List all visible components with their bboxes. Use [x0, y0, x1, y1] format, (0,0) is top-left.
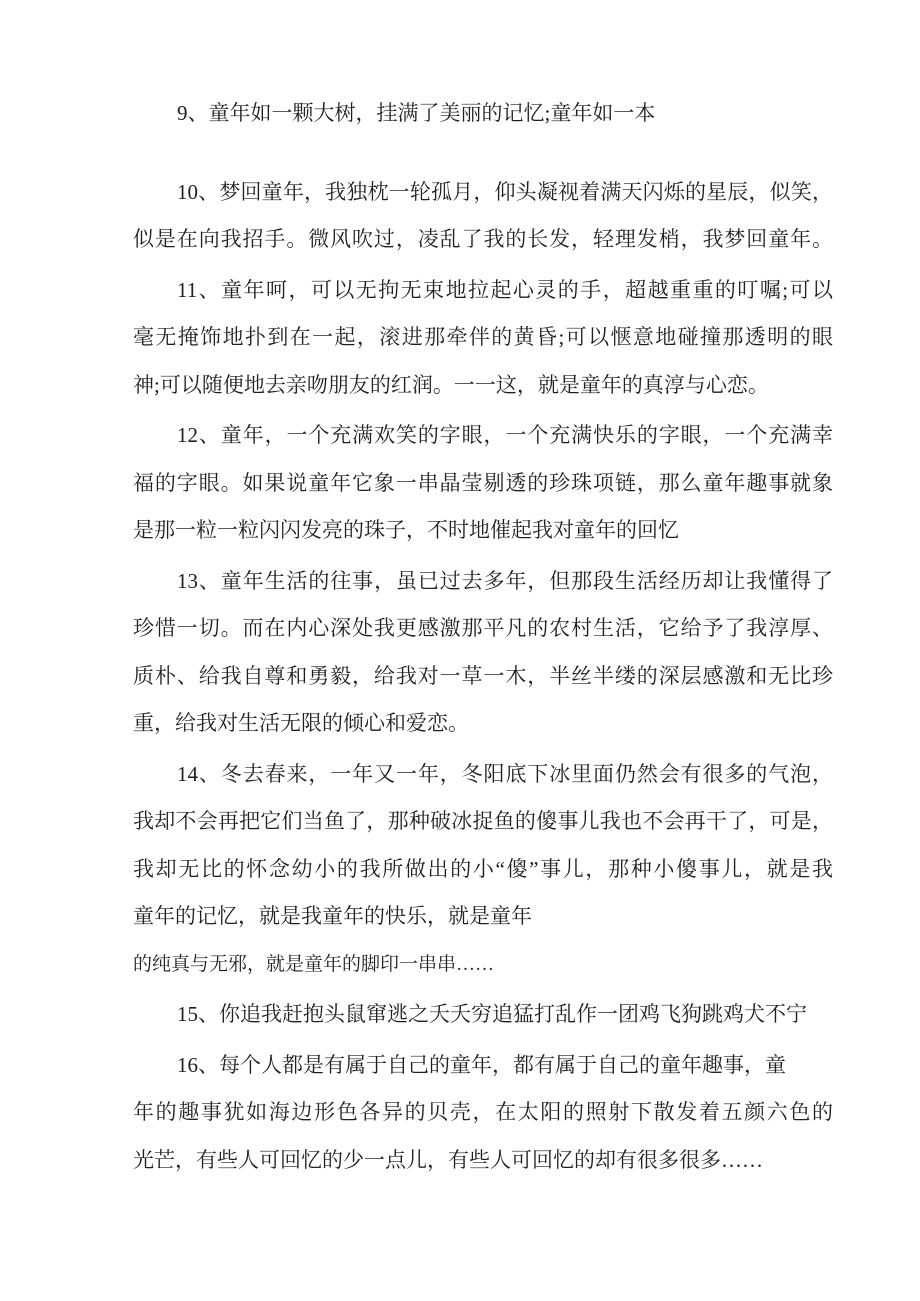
text-line: 10、梦回童年，我独枕一轮孤月，仰头凝视着满天闪烁的星辰，似笑， — [177, 179, 833, 204]
text-line: 珍惜一切。而在内心深处我更感激那平凡的农村生活，它给予了我淳厚、 — [133, 616, 833, 640]
text-line: 童年的记忆，就是我童年的快乐，就是童年 — [133, 904, 532, 928]
paragraph-16 — [133, 1042, 833, 1185]
text-line: 我却无比的怀念幼小的我所做出的小“傻”事儿，那种小傻事儿，就是我 — [133, 856, 833, 881]
text-line: 似是在向我招手。微风吹过，凌乱了我的长发，轻理发梢，我梦回童年。 — [133, 227, 833, 251]
paragraphs — [133, 90, 833, 1184]
paragraph-12 — [133, 412, 833, 555]
paragraph-11 — [133, 267, 833, 410]
paragraph-9 — [133, 90, 833, 138]
text-line: 12、童年，一个充满欢笑的字眼，一个充满快乐的字眼，一个充满幸 — [177, 423, 833, 447]
text-line: 11、童年呵，可以无拘无束地拉起心灵的手，超越重重的叮嘱;可以 — [177, 277, 833, 302]
paragraph-13 — [133, 558, 833, 748]
text-line: 光芒，有些人可回忆的少一点儿，有些人可回忆的却有很多很多…… — [133, 1147, 763, 1172]
text-line: 福的字眼。如果说童年它象一串晶莹剔透的珍珠项链，那么童年趣事就象 — [133, 470, 833, 495]
text-line: 我却不会再把它们当鱼了，那种破冰捉鱼的傻事儿我也不会再干了，可是， — [133, 809, 833, 833]
text-line: 神;可以随便地去亲吻朋友的红润。一一这，就是童年的真淳与心恋。 — [133, 372, 769, 397]
paragraph-14 — [133, 751, 833, 989]
text-line: 14、冬去春来，一年又一年，冬阳底下冰里面仍然会有很多的气泡， — [177, 761, 833, 786]
text-line: 9、童年如一颗大树，挂满了美丽的记忆;童年如一本 — [177, 101, 656, 125]
text-line: 年的趣事犹如海边形色各异的贝壳，在太阳的照射下散发着五颜六色的 — [133, 1100, 833, 1124]
text-line: 16、每个人都是有属于自己的童年，都有属于自己的童年趣事，童 — [177, 1052, 786, 1077]
paragraph-10 — [133, 169, 833, 264]
text-line: 是那一粒一粒闪闪发亮的珠子，不时地催起我对童年的回忆 — [133, 518, 679, 542]
paragraph-15 — [133, 991, 833, 1039]
text-line: 重，给我对生活无限的倾心和爱恋。 — [133, 711, 469, 735]
text-line: 的纯真与无邪，就是童年的脚印一串串…… — [133, 953, 495, 975]
text-line: 质朴、给我自尊和勇毅，给我对一草一木，半丝半缕的深层感激和无比珍 — [133, 663, 833, 688]
text-line: 15、你追我赶抱头鼠窜逃之夭夭穷追猛打乱作一团鸡飞狗跳鸡犬不宁 — [177, 1002, 807, 1026]
text-line: 毫无掩饰地扑到在一起，滚进那牵伴的黄昏;可以惬意地碰撞那透明的眼 — [133, 325, 833, 349]
text-line: 13、童年生活的往事，虽已过去多年，但那段生活经历却让我懂得了 — [177, 568, 833, 593]
